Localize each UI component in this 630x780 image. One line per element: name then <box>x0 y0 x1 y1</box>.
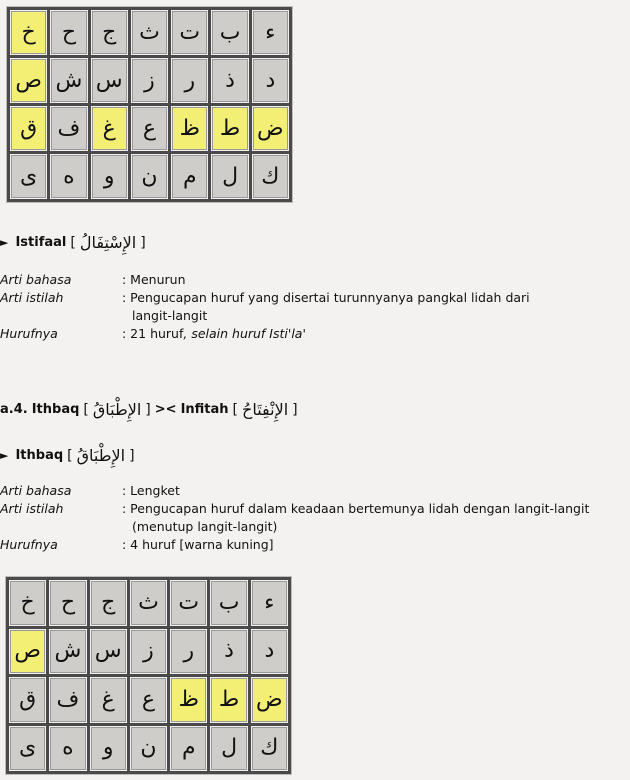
def-row-hurufnya <box>0 536 602 554</box>
letter-cell: ء <box>251 580 288 626</box>
def-label: Arti bahasa <box>0 483 72 498</box>
section-number: a.4. <box>0 402 28 417</box>
letter-cell: ذ <box>211 58 248 103</box>
letter-cell: م <box>170 726 207 772</box>
def-value <box>122 325 602 343</box>
letter-cell: ى <box>9 726 46 772</box>
letter-cell-highlighted: ض <box>251 677 288 723</box>
def-row-arti-istilah <box>0 500 602 536</box>
letter-cell: ر <box>170 629 207 675</box>
bracket-open: [ <box>70 234 76 251</box>
hijaiyah-grid-istifaal <box>7 7 292 202</box>
section-title-ithbaq: Ithbaq <box>31 402 80 417</box>
def-value: : Lengket <box>122 483 180 498</box>
def-label: Arti istilah <box>0 290 64 305</box>
bracket-open: [ <box>67 447 73 464</box>
letter-cell-highlighted: غ <box>91 106 128 151</box>
bracket-open: [ <box>83 401 89 418</box>
letter-cell: ر <box>171 58 208 103</box>
heading-title: Ithbaq <box>15 448 64 463</box>
letter-cell: ث <box>131 10 168 55</box>
letter-cell: د <box>252 58 289 103</box>
letter-cell: و <box>90 726 127 772</box>
letter-cell: ع <box>130 677 167 723</box>
letter-cell: ز <box>130 629 167 675</box>
letter-cell-highlighted: ق <box>10 106 47 151</box>
letter-cell: ذ <box>210 629 247 675</box>
letter-cell-highlighted: ط <box>210 677 247 723</box>
def-value: : 4 huruf [warna kuning] <box>122 537 274 552</box>
def-row-arti-bahasa <box>0 482 602 500</box>
letter-cell: س <box>91 58 128 103</box>
letter-cell: ن <box>130 726 167 772</box>
def-value-line: : Pengucapan huruf dalam keadaan bertemunya lidah dengan langit-langit <box>122 501 590 516</box>
letter-cell: ف <box>49 677 86 723</box>
hijaiyah-grid-ithbaq <box>6 577 291 774</box>
letter-cell: ه <box>50 154 87 199</box>
letter-cell: د <box>251 629 288 675</box>
letter-cell: ح <box>50 10 87 55</box>
bracket-open: [ <box>232 401 239 418</box>
def-value-continuation: langit-langit <box>132 308 208 323</box>
arabic-term: الإِسْتِفَالُ <box>79 233 137 252</box>
istifaal-definitions <box>0 271 602 343</box>
def-label: Arti bahasa <box>0 272 72 287</box>
def-value <box>122 289 602 325</box>
letter-cell: ى <box>10 154 47 199</box>
letter-cell: ح <box>49 580 86 626</box>
def-label: Hurufnya <box>0 537 58 552</box>
letter-cell: ع <box>131 106 168 151</box>
letter-cell-highlighted: ص <box>9 629 46 675</box>
letter-cell: ق <box>9 677 46 723</box>
ithbaq-definitions <box>0 482 602 554</box>
arrow-bullet-icon: ► <box>0 236 9 249</box>
letter-cell: ن <box>131 154 168 199</box>
bracket-close: ] <box>292 401 298 418</box>
arabic-term-infitah: الإِنْفِتَاحُ <box>242 400 289 419</box>
letter-cell: ز <box>131 58 168 103</box>
section-a4-heading <box>0 400 298 419</box>
arabic-term-ithbaq: الإِطْبَاقُ <box>92 400 142 419</box>
arrow-bullet-icon: ► <box>0 449 9 462</box>
def-row-hurufnya <box>0 325 602 343</box>
letter-cell: ش <box>50 58 87 103</box>
ithbaq-heading <box>0 446 135 465</box>
istifaal-heading <box>0 233 146 252</box>
letter-cell: ب <box>210 580 247 626</box>
letter-cell: ل <box>210 726 247 772</box>
def-value-line: : Pengucapan huruf yang disertai turunnyanya pangkal lidah dari <box>122 290 530 305</box>
def-value-continuation: (menutup langit-langit) <box>132 519 278 534</box>
letter-cell-highlighted: ط <box>211 106 248 151</box>
def-value-count: : 21 huruf <box>122 326 184 341</box>
letter-cell: غ <box>90 677 127 723</box>
versus-separator: >< <box>154 402 177 417</box>
letter-cell: ج <box>91 10 128 55</box>
letter-cell: ه <box>49 726 86 772</box>
letter-cell: ك <box>251 726 288 772</box>
def-label: Hurufnya <box>0 326 58 341</box>
arabic-term: الإِطْبَاقُ <box>76 446 126 465</box>
letter-cell: ث <box>130 580 167 626</box>
letter-cell: ل <box>211 154 248 199</box>
heading-title: Istifaal <box>15 235 67 250</box>
def-value <box>122 500 602 536</box>
letter-cell-highlighted: ظ <box>170 677 207 723</box>
def-value-note: , selain huruf Isti'la' <box>183 326 306 341</box>
letter-cell: خ <box>9 580 46 626</box>
def-row-arti-bahasa <box>0 271 602 289</box>
letter-cell-highlighted: ض <box>252 106 289 151</box>
letter-cell: ف <box>50 106 87 151</box>
letter-cell-highlighted: خ <box>10 10 47 55</box>
letter-cell: م <box>171 154 208 199</box>
def-row-arti-istilah <box>0 289 602 325</box>
letter-cell: ش <box>49 629 86 675</box>
bracket-close: ] <box>140 234 146 251</box>
letter-cell: و <box>91 154 128 199</box>
def-value: : Menurun <box>122 272 186 287</box>
def-label: Arti istilah <box>0 501 64 516</box>
letter-cell: ت <box>170 580 207 626</box>
section-title-infitah: Infitah <box>180 402 229 417</box>
letter-cell: ت <box>171 10 208 55</box>
letter-cell: ك <box>252 154 289 199</box>
letter-cell: ج <box>90 580 127 626</box>
bracket-close: ] <box>129 447 135 464</box>
letter-cell-highlighted: ص <box>10 58 47 103</box>
letter-cell: س <box>90 629 127 675</box>
bracket-close: ] <box>145 401 151 418</box>
letter-cell-highlighted: ظ <box>171 106 208 151</box>
letter-cell: ء <box>252 10 289 55</box>
letter-cell: ب <box>211 10 248 55</box>
